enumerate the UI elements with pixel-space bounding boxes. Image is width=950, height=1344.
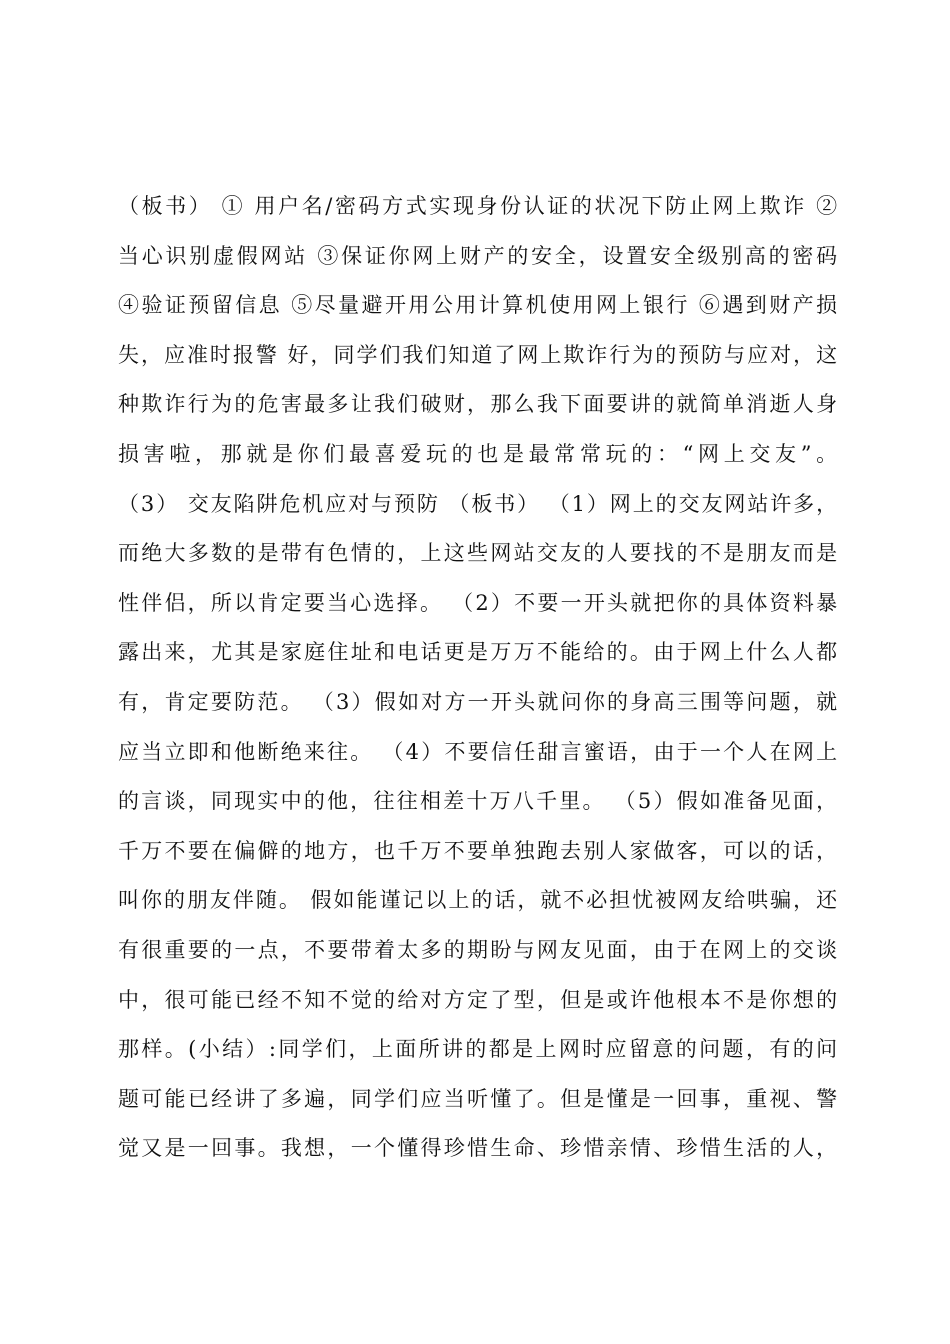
- text-line: ④验证预留信息 ⑤尽量避开用公用计算机使用网上银行 ⑥遇到财产损: [118, 293, 838, 318]
- text-line: 中，很可能已经不知不觉的给对方定了型，但是或许他根本不是你想的: [118, 987, 838, 1012]
- body-text: [118, 182, 838, 1174]
- text-line: 的言谈，同现实中的他，往往相差十万八千里。 （5）假如准备见面，: [118, 789, 838, 814]
- text-line: 种欺诈行为的危害最多让我们破财，那么我下面要讲的就简单消逝人身: [118, 392, 838, 417]
- text-line: 而绝大多数的是带有色情的，上这些网站交友的人要找的不是朋友而是: [118, 541, 838, 566]
- text-line: 有很重要的一点，不要带着太多的期盼与网友见面，由于在网上的交谈: [118, 937, 838, 962]
- text-line: 那样。(小结）:同学们，上面所讲的都是上网时应留意的问题，有的问: [118, 1037, 838, 1062]
- text-line: 有，肯定要防范。 （3）假如对方一开头就问你的身高三围等问题，就: [118, 689, 838, 714]
- text-line: 千万不要在偏僻的地方，也千万不要单独跑去别人家做客，可以的话，: [118, 838, 838, 863]
- text-line: 露出来，尤其是家庭住址和电话更是万万不能给的。由于网上什么人都: [118, 640, 838, 665]
- text-line: 题可能已经讲了多遍，同学们应当听懂了。但是懂是一回事，重视、警: [118, 1086, 838, 1111]
- text-line: 应当立即和他断绝来往。 （4）不要信任甜言蜜语，由于一个人在网上: [118, 739, 838, 764]
- text-line: 失，应准时报警 好，同学们我们知道了网上欺诈行为的预防与应对，这: [118, 342, 838, 367]
- text-line: 损害啦，那就是你们最喜爱玩的也是最常常玩的：“网上交友”。: [118, 441, 838, 466]
- text-line: （3） 交友陷阱危机应对与预防 （板书） （1）网上的交友网站许多，: [118, 491, 838, 516]
- text-line: 当心识别虚假网站 ③保证你网上财产的安全，设置安全级别高的密码: [118, 243, 838, 268]
- text-line: （板书） ① 用户名/密码方式实现身份认证的状况下防止网上欺诈 ②: [118, 194, 838, 218]
- text-line: 性伴侣，所以肯定要当心选择。 （2）不要一开头就把你的具体资料暴: [118, 590, 838, 615]
- text-line: 叫你的朋友伴随。 假如能谨记以上的话，就不必担忧被网友给哄骗，还: [118, 888, 838, 913]
- text-line: 觉又是一回事。我想，一个懂得珍惜生命、珍惜亲情、珍惜生活的人，: [118, 1136, 838, 1161]
